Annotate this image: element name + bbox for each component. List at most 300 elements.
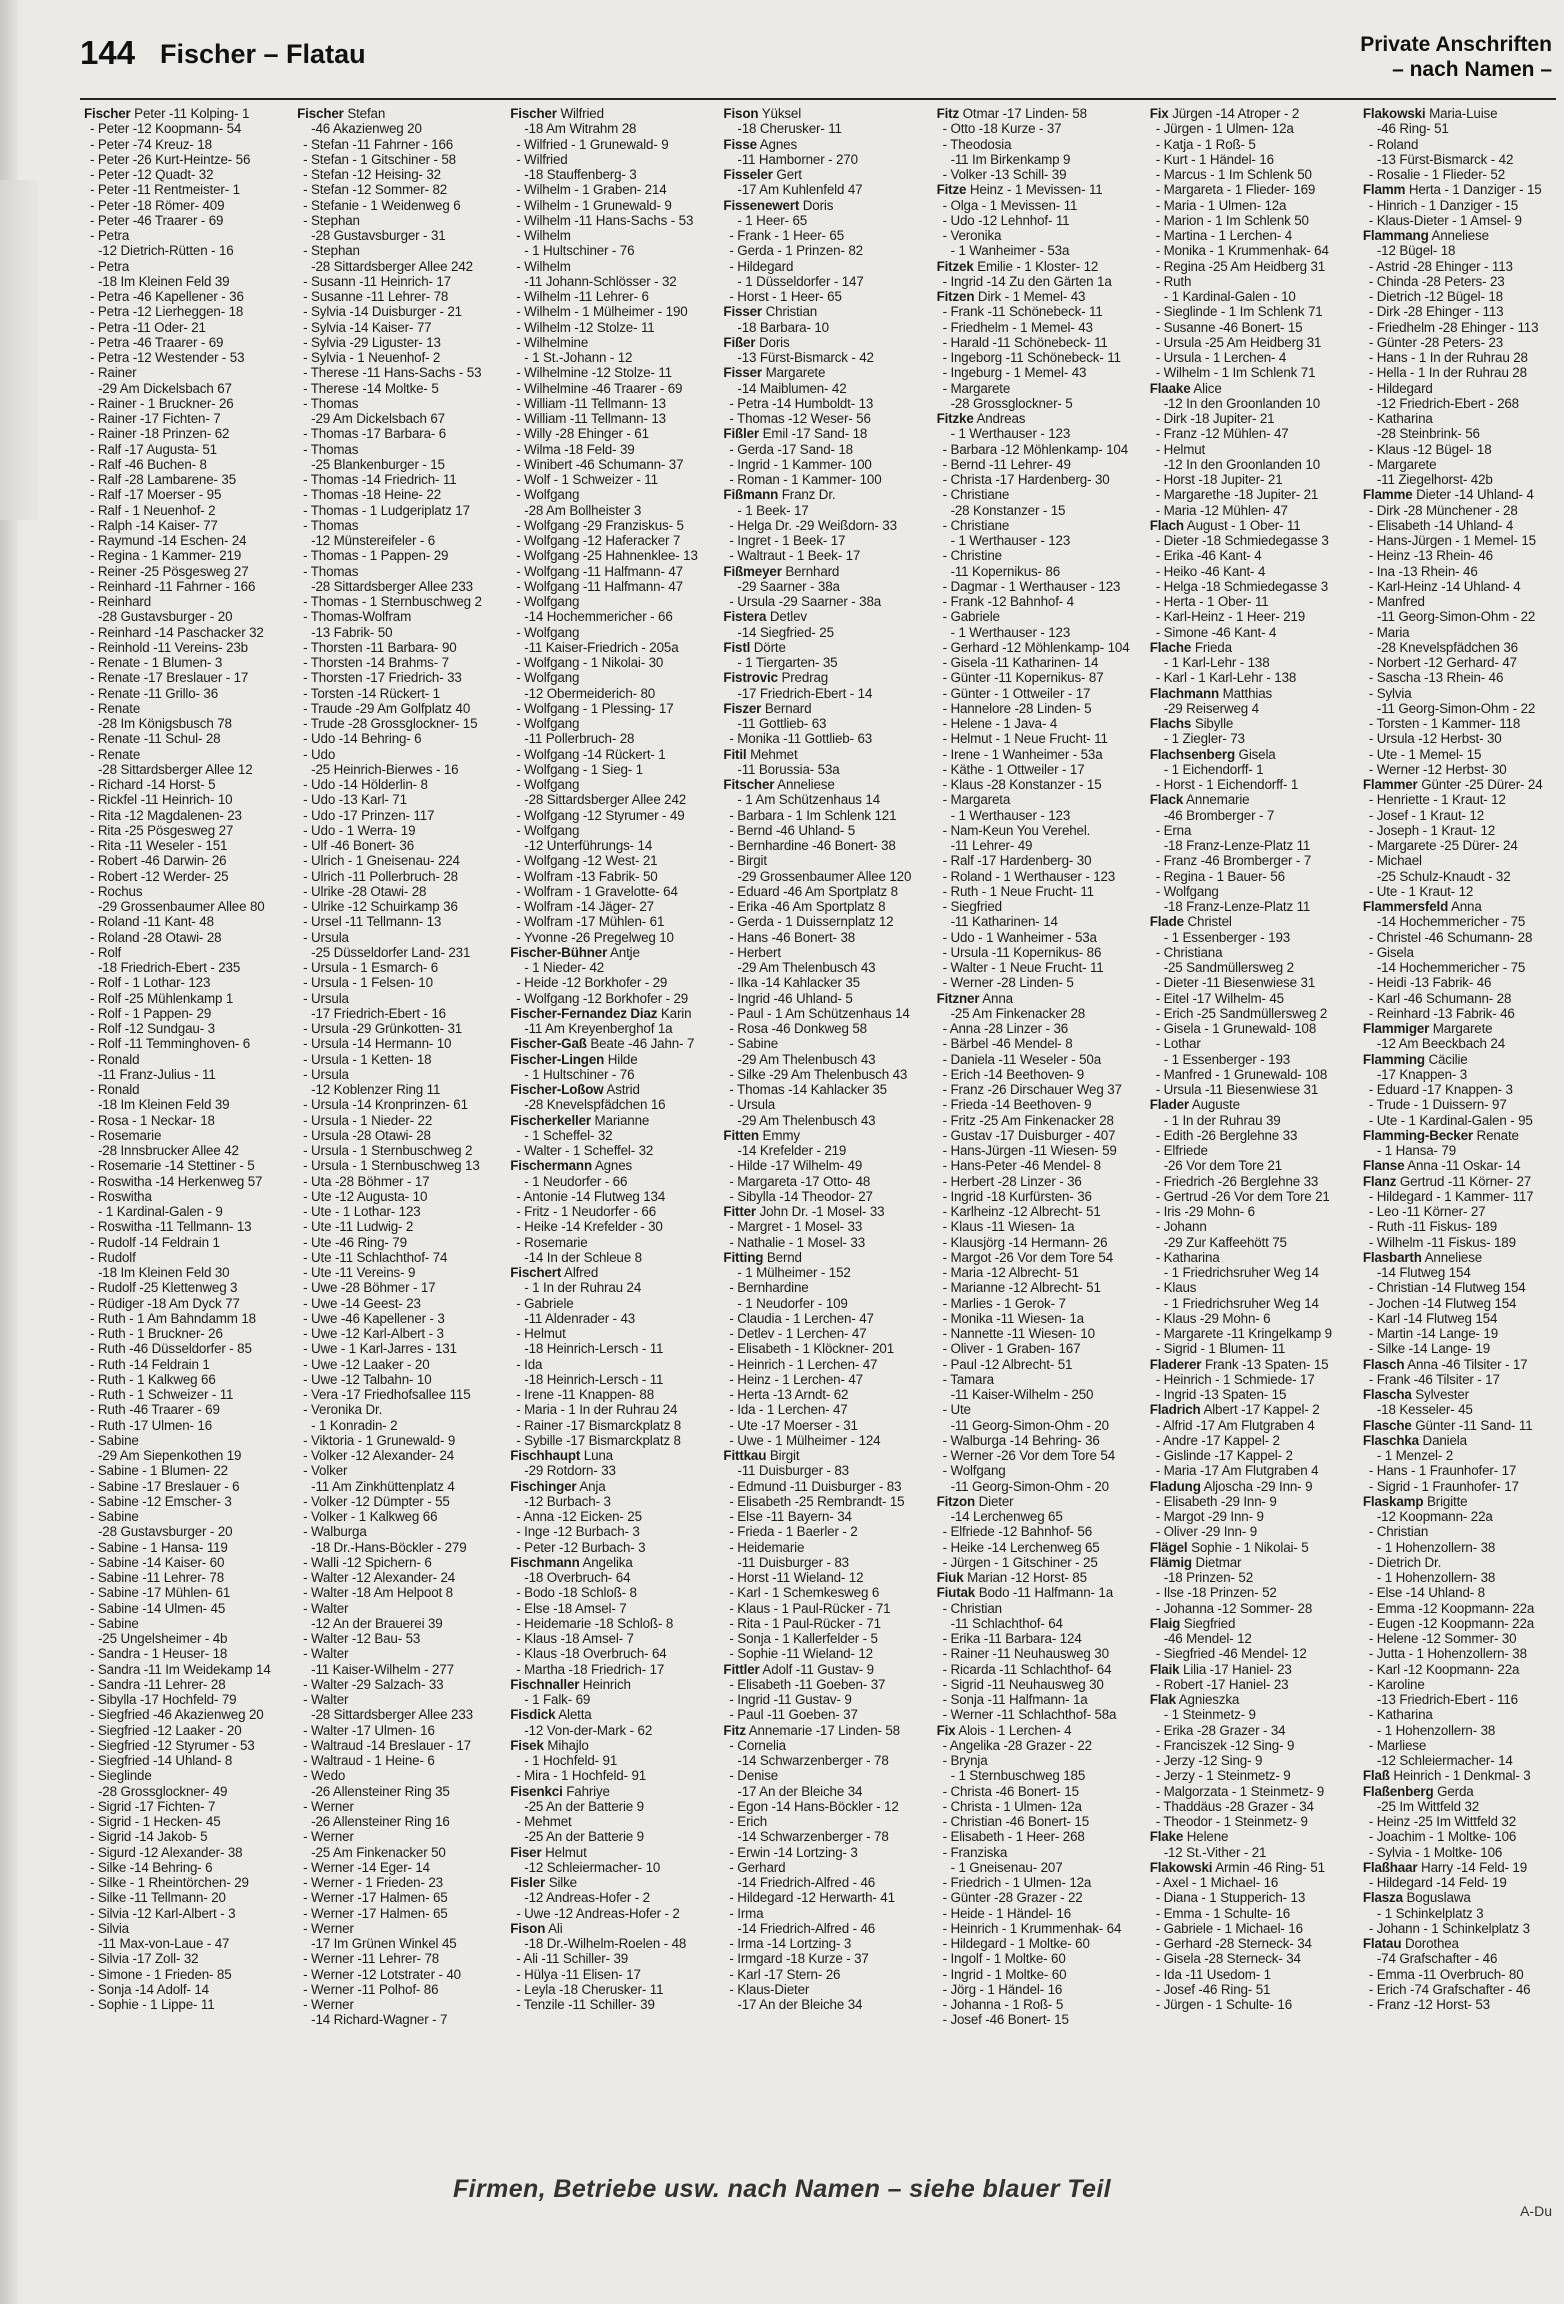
directory-entry bbox=[297, 869, 496, 884]
entry-text: -11 Gottlieb- 63 bbox=[737, 716, 827, 731]
surname: Flammiger bbox=[1362, 1021, 1430, 1036]
directory-entry bbox=[84, 1692, 283, 1707]
entry-text: Angelika bbox=[582, 1554, 633, 1570]
entry-text: -13 Friedrich-Ebert - 116 bbox=[1376, 1692, 1518, 1707]
directory-entry bbox=[1150, 1357, 1349, 1372]
surname: Flamming bbox=[1362, 1051, 1425, 1067]
directory-entry bbox=[723, 1753, 922, 1768]
entry-text: - Heinrich - 1 Krummenhak- 64 bbox=[942, 1920, 1122, 1936]
entry-text: - Norbert -12 Gerhard- 47 bbox=[1368, 655, 1517, 670]
entry-text: - Rosemarie bbox=[90, 1127, 162, 1143]
directory-entry bbox=[1363, 1006, 1562, 1021]
directory-entry bbox=[1150, 884, 1349, 899]
surname: Flascha bbox=[1362, 1387, 1412, 1402]
directory-entry bbox=[1150, 960, 1349, 975]
directory-entry bbox=[1150, 426, 1349, 441]
directory-entry bbox=[84, 823, 283, 838]
directory-entry bbox=[723, 304, 922, 319]
entry-text: - Roland - 1 Werthauser - 123 bbox=[942, 868, 1116, 884]
directory-entry bbox=[510, 1174, 709, 1189]
directory-entry bbox=[1363, 869, 1562, 884]
entry-text: - Ralf - 1 Neuenhof- 2 bbox=[90, 502, 216, 518]
entry-text: - Werner -17 Halmen- 65 bbox=[303, 1905, 448, 1921]
directory-entry bbox=[297, 1540, 496, 1555]
entry-text: - Ulrich -11 Pollerbruch- 28 bbox=[303, 868, 458, 884]
entry-text: -11 Johann-Schlösser - 32 bbox=[524, 273, 677, 289]
entry-text: - Johanna - 1 Roß- 5 bbox=[942, 1997, 1064, 2012]
entry-text: - Ruth -46 Traarer - 69 bbox=[90, 1402, 220, 1418]
entry-text: - 1 Wanheimer - 53a bbox=[950, 243, 1070, 259]
entry-text: - Walter -17 Ulmen- 16 bbox=[303, 1722, 435, 1738]
entry-text: Otmar -17 Linden- 58 bbox=[962, 106, 1087, 121]
entry-text: - Heinz -13 Rhein- 46 bbox=[1368, 548, 1493, 564]
directory-entry bbox=[510, 1052, 709, 1067]
entry-text: - Henriette - 1 Kraut- 12 bbox=[1368, 792, 1506, 808]
directory-entry bbox=[297, 320, 496, 335]
directory-entry bbox=[1363, 335, 1562, 350]
surname: Fitz bbox=[936, 106, 960, 121]
directory-entry bbox=[1363, 579, 1562, 594]
entry-text: - Walter - 1 Scheffel- 32 bbox=[516, 1143, 654, 1158]
entry-text: -28 Steinbrink- 56 bbox=[1376, 426, 1480, 442]
directory-entry bbox=[510, 869, 709, 884]
directory-entry bbox=[297, 1555, 496, 1570]
directory-entry bbox=[937, 396, 1136, 411]
directory-entry bbox=[510, 701, 709, 716]
directory-entry bbox=[1150, 716, 1349, 731]
directory-entry bbox=[84, 350, 283, 365]
directory-entry bbox=[723, 1021, 922, 1036]
entry-text: - Karl -46 Schumann- 28 bbox=[1368, 990, 1512, 1006]
entry-text: - Heike -14 Krefelder - 30 bbox=[516, 1219, 663, 1235]
entry-text: - Franciszek -12 Sing- 9 bbox=[1155, 1737, 1295, 1753]
directory-entry bbox=[937, 1326, 1136, 1341]
directory-entry bbox=[937, 1662, 1136, 1677]
entry-text: -26 Allensteiner Ring 35 bbox=[311, 1783, 450, 1799]
directory-entry bbox=[510, 472, 709, 487]
directory-entry bbox=[937, 1585, 1136, 1600]
entry-text: - Gisela -11 Katharinen- 14 bbox=[942, 655, 1099, 670]
directory-entry bbox=[297, 1890, 496, 1905]
directory-entry bbox=[84, 1784, 283, 1799]
surname: Fistl bbox=[723, 639, 751, 655]
entry-text: - Wolfgang bbox=[516, 822, 580, 838]
entry-text: - Siegfried -14 Uhland- 8 bbox=[90, 1753, 233, 1768]
entry-text: - Ursula bbox=[303, 929, 349, 945]
directory-entry bbox=[1150, 1250, 1349, 1265]
directory-entry bbox=[510, 548, 709, 563]
surname: Fison bbox=[510, 1920, 546, 1936]
directory-entry bbox=[1363, 1540, 1562, 1555]
entry-text: - Klausjörg -14 Hermann- 26 bbox=[942, 1234, 1108, 1250]
entry-text: - Horst -11 Wieland- 12 bbox=[729, 1570, 864, 1585]
directory-entry bbox=[937, 350, 1136, 365]
entry-text: - Sigrid -14 Jakob- 5 bbox=[90, 1829, 208, 1845]
directory-entry bbox=[1150, 1982, 1349, 1997]
entry-text: - Sigrid - 1 Blumen- 11 bbox=[1155, 1341, 1286, 1357]
directory-entry bbox=[297, 884, 496, 899]
surname: Fischer-Loßow bbox=[510, 1082, 604, 1097]
directory-entry bbox=[937, 1143, 1136, 1158]
entry-text: -11 Pollerbruch- 28 bbox=[524, 731, 635, 747]
directory-entry bbox=[937, 548, 1136, 563]
surname: Fitzke bbox=[936, 411, 974, 426]
directory-entry bbox=[297, 1250, 496, 1265]
entry-text: - 1 Steinmetz- 9 bbox=[1163, 1707, 1256, 1723]
directory-entry bbox=[723, 1524, 922, 1539]
directory-entry bbox=[1150, 1158, 1349, 1173]
directory-entry bbox=[510, 1006, 709, 1021]
directory-entry bbox=[297, 1967, 496, 1982]
entry-text: - Silke -29 Am Thelenbusch 43 bbox=[729, 1066, 908, 1082]
directory-entry bbox=[937, 1280, 1136, 1295]
entry-text: - Alfrid -17 Am Flutgraben 4 bbox=[1155, 1417, 1315, 1433]
directory-entry bbox=[84, 1204, 283, 1219]
entry-text: - Ruth - 1 Neue Frucht- 11 bbox=[942, 883, 1094, 899]
directory-entry bbox=[297, 1036, 496, 1051]
surname: Fischer bbox=[297, 106, 344, 121]
directory-entry bbox=[1150, 1738, 1349, 1753]
entry-text: -11 Georg-Simon-Ohm - 20 bbox=[950, 1478, 1109, 1494]
directory-entry bbox=[937, 838, 1136, 853]
directory-entry bbox=[937, 686, 1136, 701]
entry-text: - Helmut - 1 Neue Frucht- 11 bbox=[942, 731, 1108, 747]
surname: Flaßhaar bbox=[1362, 1859, 1418, 1875]
directory-entry bbox=[1150, 1662, 1349, 1677]
directory-entry bbox=[1363, 243, 1562, 258]
entry-text: - Erich -14 Beethoven- 9 bbox=[942, 1066, 1085, 1082]
directory-entry bbox=[84, 243, 283, 258]
directory-entry bbox=[1363, 838, 1562, 853]
entry-text: - Regina - 1 Bauer- 56 bbox=[1155, 868, 1285, 884]
entry-text: - 1 Nieder- 42 bbox=[524, 960, 605, 975]
directory-entry bbox=[510, 1784, 709, 1799]
entry-text: - Ursula -28 Otawi- 28 bbox=[303, 1127, 431, 1143]
entry-text: Auguste bbox=[1191, 1097, 1240, 1113]
directory-entry bbox=[510, 487, 709, 502]
directory-entry bbox=[297, 121, 496, 136]
directory-entry bbox=[723, 975, 922, 990]
directory-entry bbox=[510, 396, 709, 411]
directory-entry bbox=[84, 899, 283, 914]
entry-text: - Werner -11 Polhof- 86 bbox=[303, 1981, 439, 1997]
directory-entry bbox=[84, 152, 283, 167]
entry-text: - Sigrid - 1 Fraunhofer- 17 bbox=[1368, 1478, 1519, 1494]
entry-text: - Bernhardine bbox=[729, 1280, 809, 1296]
surname: Fladrich bbox=[1149, 1402, 1201, 1418]
entry-text: - Walter -29 Salzach- 33 bbox=[303, 1676, 444, 1692]
directory-entry bbox=[84, 1967, 283, 1982]
entry-text: - 1 Essenberger - 193 bbox=[1163, 1051, 1291, 1067]
entry-text: - Michael bbox=[1368, 853, 1422, 869]
entry-text: - Christiane bbox=[942, 517, 1010, 533]
directory-entry bbox=[1150, 1707, 1349, 1722]
directory-entry bbox=[937, 426, 1136, 441]
directory-entry bbox=[1150, 320, 1349, 335]
entry-text: - Veronika bbox=[942, 228, 1002, 243]
entry-text: - Ingrid - 1 Moltke- 60 bbox=[942, 1966, 1067, 1982]
entry-text: - Lothar bbox=[1155, 1036, 1201, 1052]
directory-entry bbox=[1150, 137, 1349, 152]
directory-entry bbox=[723, 1418, 922, 1433]
directory-entry bbox=[723, 518, 922, 533]
directory-entry bbox=[84, 792, 283, 807]
entry-text: - Waltraud - 1 Heine- 6 bbox=[303, 1753, 435, 1768]
entry-text: - Ute bbox=[942, 1402, 971, 1418]
directory-entry bbox=[84, 1555, 283, 1570]
entry-text: - Sibylla -17 Hochfeld- 79 bbox=[90, 1692, 237, 1707]
directory-entry bbox=[937, 869, 1136, 884]
directory-entry bbox=[937, 1982, 1136, 1997]
entry-text: - Klaus -28 Konstanzer - 15 bbox=[942, 777, 1102, 792]
directory-entry bbox=[84, 228, 283, 243]
entry-text: - Ida - 1 Lerchen- 47 bbox=[729, 1402, 848, 1418]
directory-entry bbox=[937, 1555, 1136, 1570]
entry-text: Alfred bbox=[564, 1265, 599, 1280]
entry-text: - Sylvia -29 Liguster- 13 bbox=[303, 334, 441, 350]
directory-entry bbox=[297, 838, 496, 853]
entry-text: Bernard bbox=[764, 700, 812, 716]
entry-text: -18 Cherusker- 11 bbox=[737, 121, 842, 137]
entry-text: -12 Schleiermacher- 10 bbox=[524, 1859, 661, 1875]
directory-entry bbox=[937, 1204, 1136, 1219]
entry-text: - Ruth - 1 Kalkweg 66 bbox=[90, 1371, 216, 1387]
entry-text: - Regina -25 Am Heidberg 31 bbox=[1155, 258, 1326, 274]
entry-text: -14 Lerchenweg 65 bbox=[950, 1509, 1063, 1524]
entry-text: - Klaus-Dieter bbox=[729, 1981, 810, 1997]
directory-entry bbox=[723, 472, 922, 487]
entry-text: - Christian bbox=[1368, 1524, 1429, 1540]
surname: Flaschka bbox=[1362, 1432, 1419, 1448]
entry-text: - Gerda - 1 Duissernplatz 12 bbox=[729, 914, 894, 930]
entry-text: - Jerzy - 1 Steinmetz- 9 bbox=[1155, 1768, 1291, 1784]
entry-text: Frank -13 Spaten- 15 bbox=[1204, 1356, 1329, 1372]
directory-entry bbox=[937, 121, 1136, 136]
entry-text: - Simone -46 Kant- 4 bbox=[1155, 624, 1277, 640]
directory-entry bbox=[84, 1936, 283, 1951]
entry-text: - Wolfgang -12 West- 21 bbox=[516, 853, 658, 869]
entry-text: - Ruth - 1 Bruckner- 26 bbox=[90, 1326, 223, 1341]
entry-text: - Volker - 1 Kalkweg 66 bbox=[303, 1509, 438, 1524]
entry-text: - Thomas bbox=[303, 517, 359, 533]
directory-entry bbox=[84, 884, 283, 899]
directory-entry bbox=[84, 548, 283, 563]
entry-text: - Fritz -25 Am Finkenacker 28 bbox=[942, 1112, 1114, 1128]
directory-entry bbox=[1150, 381, 1349, 396]
directory-entry bbox=[937, 1113, 1136, 1128]
directory-entry bbox=[510, 914, 709, 929]
directory-entry bbox=[510, 1692, 709, 1707]
entry-text: Heinz - 1 Mevissen- 11 bbox=[969, 182, 1103, 198]
directory-entry bbox=[510, 1982, 709, 1997]
directory-entry bbox=[1150, 1372, 1349, 1387]
entry-text: Fahriye bbox=[566, 1783, 610, 1799]
directory-entry bbox=[723, 182, 922, 197]
entry-text: - Reinhard -14 Paschacker 32 bbox=[90, 624, 264, 640]
directory-entry bbox=[510, 1799, 709, 1814]
entry-text: - Gerhard bbox=[729, 1859, 786, 1875]
entry-text: Anneliese bbox=[1431, 228, 1489, 243]
directory-entry bbox=[510, 1768, 709, 1783]
directory-entry bbox=[1363, 1250, 1562, 1265]
directory-entry bbox=[84, 991, 283, 1006]
directory-entry bbox=[1363, 655, 1562, 670]
directory-entry bbox=[297, 365, 496, 380]
directory-entry bbox=[1363, 1921, 1562, 1936]
directory-entry bbox=[937, 228, 1136, 243]
directory-entry bbox=[937, 106, 1136, 121]
directory-entry bbox=[510, 686, 709, 701]
entry-text: - Wilhelm - 1 Im Schlenk 71 bbox=[1155, 365, 1316, 381]
directory-column-3 bbox=[510, 106, 709, 2156]
directory-entry bbox=[937, 1296, 1136, 1311]
entry-text: - 1 Gneisenau- 207 bbox=[950, 1859, 1063, 1875]
entry-text: -12 Am Beeckbach 24 bbox=[1376, 1036, 1506, 1052]
directory-entry bbox=[297, 1113, 496, 1128]
entry-text: - Thomas bbox=[303, 395, 359, 411]
directory-entry bbox=[510, 960, 709, 975]
entry-text: - Uwe - 1 Karl-Jarres - 131 bbox=[303, 1341, 457, 1357]
entry-text: Andreas bbox=[976, 411, 1026, 426]
entry-text: - Wolfram -17 Mühlen- 61 bbox=[516, 914, 665, 930]
directory-entry bbox=[84, 533, 283, 548]
entry-text: - Ute -17 Moerser - 31 bbox=[729, 1417, 858, 1433]
directory-entry bbox=[510, 1967, 709, 1982]
directory-entry bbox=[937, 945, 1136, 960]
entry-text: -25 Heinrich-Bierwes - 16 bbox=[311, 761, 459, 777]
entry-text: - Ursula -12 Herbst- 30 bbox=[1368, 731, 1502, 747]
directory-entry bbox=[510, 1479, 709, 1494]
entry-text: -14 Hochemmericher - 75 bbox=[1376, 914, 1526, 930]
directory-entry bbox=[937, 1738, 1136, 1753]
directory-entry bbox=[1363, 1021, 1562, 1036]
directory-entry bbox=[723, 1311, 922, 1326]
directory-entry bbox=[1363, 396, 1562, 411]
entry-text: - Wolfram -13 Fabrik- 50 bbox=[516, 868, 658, 884]
directory-entry bbox=[1363, 1967, 1562, 1982]
directory-entry bbox=[723, 991, 922, 1006]
directory-entry bbox=[723, 1052, 922, 1067]
entry-text: - Uwe - 1 Mülheimer - 124 bbox=[729, 1432, 881, 1448]
directory-entry bbox=[510, 442, 709, 457]
surname: Fischinger bbox=[510, 1478, 577, 1494]
directory-entry bbox=[723, 1036, 922, 1051]
directory-entry bbox=[1363, 1204, 1562, 1219]
entry-text: - Thomas - 1 Sternbuschweg 2 bbox=[303, 594, 482, 609]
directory-entry bbox=[723, 731, 922, 746]
directory-entry bbox=[1363, 365, 1562, 380]
directory-entry bbox=[84, 1174, 283, 1189]
directory-entry bbox=[723, 1982, 922, 1997]
entry-text: -18 Heinrich-Lersch - 11 bbox=[524, 1371, 664, 1387]
directory-entry bbox=[84, 1860, 283, 1875]
entry-text: -14 Flutweg 154 bbox=[1376, 1265, 1471, 1280]
directory-entry bbox=[510, 1814, 709, 1829]
directory-entry bbox=[84, 1890, 283, 1905]
entry-text: - Karl -14 Flutweg 154 bbox=[1368, 1310, 1498, 1326]
entry-text: - Ilse -18 Prinzen- 52 bbox=[1155, 1585, 1277, 1601]
entry-text: - Irmgard -18 Kurze - 37 bbox=[729, 1951, 869, 1967]
directory-entry bbox=[723, 655, 922, 670]
entry-text: - Marianne -12 Albrecht- 51 bbox=[942, 1280, 1101, 1296]
entry-text: -18 Im Kleinen Feld 30 bbox=[98, 1265, 230, 1280]
entry-text: - Antonie -14 Flutweg 134 bbox=[516, 1188, 666, 1204]
directory-entry bbox=[510, 1753, 709, 1768]
directory-entry bbox=[297, 487, 496, 502]
entry-text: -14 Richard-Wagner - 7 bbox=[311, 2012, 448, 2028]
directory-entry bbox=[297, 1402, 496, 1417]
directory-entry bbox=[937, 487, 1136, 502]
entry-text: - Margarete -25 Dürer- 24 bbox=[1368, 838, 1518, 853]
entry-text: - Ingolf - 1 Moltke- 60 bbox=[942, 1951, 1066, 1967]
entry-text: - Hans-Peter -46 Mendel- 8 bbox=[942, 1158, 1101, 1174]
directory-entry bbox=[297, 1387, 496, 1402]
directory-entry bbox=[937, 975, 1136, 990]
entry-text: - Daniela -11 Weseler - 50a bbox=[942, 1051, 1102, 1067]
directory-entry bbox=[1150, 1784, 1349, 1799]
entry-text: -11 Borussia- 53a bbox=[737, 761, 840, 777]
directory-entry bbox=[510, 1433, 709, 1448]
entry-text: - 1 Hohenzollern- 38 bbox=[1376, 1570, 1496, 1585]
directory-entry bbox=[1363, 609, 1562, 624]
directory-entry bbox=[723, 823, 922, 838]
directory-entry bbox=[297, 411, 496, 426]
entry-text: - Wilfried bbox=[516, 151, 568, 167]
directory-entry bbox=[84, 762, 283, 777]
entry-text: - Ronald bbox=[90, 1051, 140, 1067]
entry-text: John Dr. -1 Mosel- 33 bbox=[759, 1204, 885, 1219]
directory-entry bbox=[723, 1662, 922, 1677]
entry-text: - Heinz -25 Im Wittfeld 32 bbox=[1368, 1814, 1517, 1829]
entry-text: - Werner - 1 Frieden- 23 bbox=[303, 1875, 443, 1890]
directory-entry bbox=[937, 1875, 1136, 1890]
entry-text: -12 In den Groonlanden 10 bbox=[1163, 395, 1321, 411]
entry-text: - Leo -11 Körner- 27 bbox=[1368, 1204, 1486, 1219]
entry-text: -28 Sittardsberger Allee 242 bbox=[524, 792, 687, 808]
entry-text: - Walter -12 Alexander- 24 bbox=[303, 1570, 456, 1585]
entry-text: -12 An der Brauerei 39 bbox=[311, 1615, 443, 1631]
directory-entry bbox=[510, 1021, 709, 1036]
directory-entry bbox=[1363, 518, 1562, 533]
directory-entry bbox=[1363, 808, 1562, 823]
entry-text: - 1 Beek- 17 bbox=[737, 502, 809, 518]
directory-entry bbox=[1363, 1357, 1562, 1372]
directory-entry bbox=[510, 259, 709, 274]
directory-entry bbox=[1150, 1479, 1349, 1494]
directory-entry bbox=[297, 213, 496, 228]
directory-entry bbox=[937, 1357, 1136, 1372]
directory-entry bbox=[1363, 1616, 1562, 1631]
entry-text: Wilfried bbox=[560, 106, 604, 121]
directory-entry bbox=[510, 731, 709, 746]
directory-entry bbox=[297, 381, 496, 396]
entry-text: - Hildegard -14 Feld- 19 bbox=[1368, 1875, 1507, 1890]
directory-entry bbox=[84, 167, 283, 182]
directory-entry bbox=[510, 457, 709, 472]
entry-text: - Udo - 1 Wanheimer - 53a bbox=[942, 929, 1097, 945]
entry-text: - Jochen -14 Flutweg 154 bbox=[1368, 1295, 1517, 1311]
directory-entry bbox=[723, 1006, 922, 1021]
directory-entry bbox=[1363, 1143, 1562, 1158]
entry-text: - Margarete bbox=[942, 380, 1011, 396]
entry-text: - Ursula - 1 Nieder- 22 bbox=[303, 1112, 433, 1128]
directory-entry bbox=[1150, 259, 1349, 274]
entry-text: - Rickfel -11 Heinrich- 10 bbox=[90, 792, 233, 808]
entry-text: - Sylvia - 1 Neuenhof- 2 bbox=[303, 350, 441, 365]
surname: Fison bbox=[723, 106, 759, 121]
entry-text: -28 Knevelspfädchen 16 bbox=[524, 1097, 666, 1113]
entry-text: - Rolf -12 Sundgau- 3 bbox=[90, 1021, 215, 1036]
